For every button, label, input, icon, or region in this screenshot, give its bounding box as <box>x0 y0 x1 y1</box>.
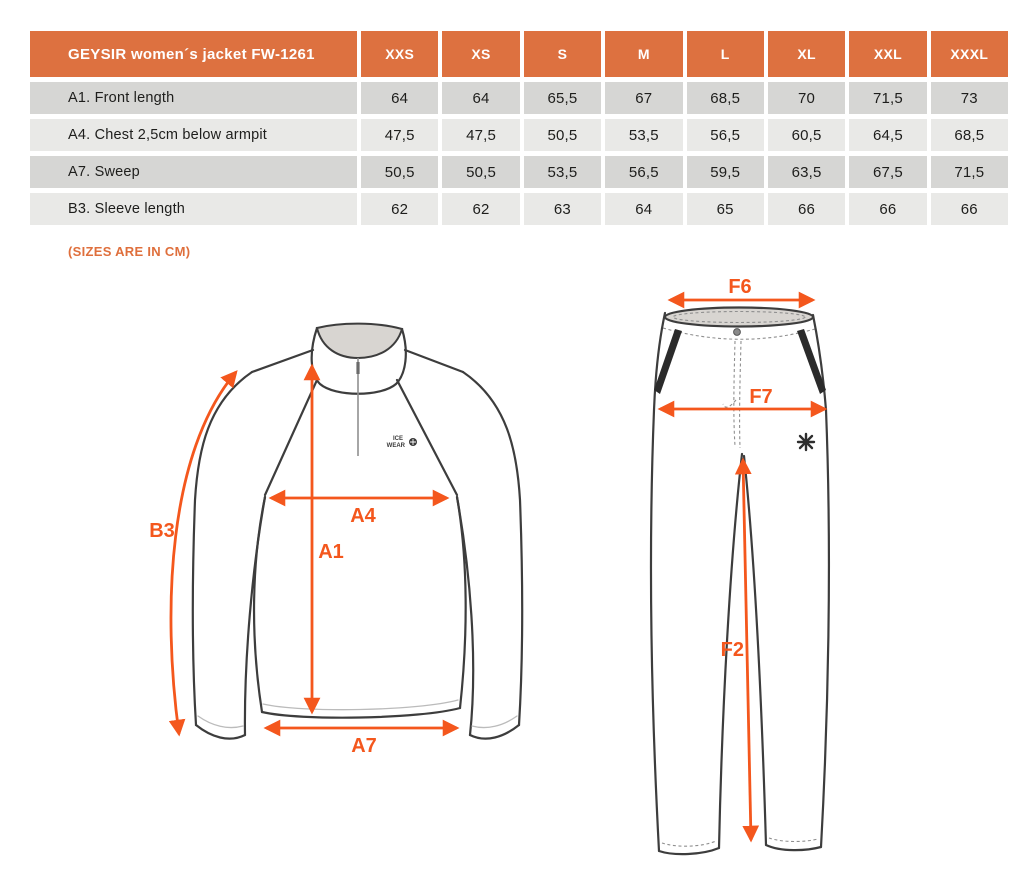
cell-value: 67,5 <box>849 156 926 188</box>
cell-value: 70 <box>768 82 845 114</box>
jacket-body <box>252 350 466 718</box>
f2-label: F2 <box>720 639 744 661</box>
size-header-xl: XL <box>768 31 845 77</box>
jacket-right-sleeve <box>457 372 522 739</box>
cell-value: 63 <box>524 193 601 225</box>
row-label: A7. Sweep <box>30 156 357 188</box>
cell-value: 71,5 <box>931 156 1008 188</box>
cell-value: 68,5 <box>931 119 1008 151</box>
a1-label: A1 <box>318 541 344 563</box>
pants-diagram <box>630 272 860 870</box>
cell-value: 71,5 <box>849 82 926 114</box>
cell-value: 53,5 <box>605 119 682 151</box>
pants-waistband <box>663 308 815 340</box>
cell-value: 64,5 <box>849 119 926 151</box>
sizes-unit-note: (SIZES ARE IN CM) <box>68 244 191 259</box>
cell-value: 66 <box>849 193 926 225</box>
size-header-m: M <box>605 31 682 77</box>
row-label: A4. Chest 2,5cm below armpit <box>30 119 357 151</box>
cell-value: 64 <box>605 193 682 225</box>
size-header-l: L <box>687 31 764 77</box>
snowflake-logo-icon <box>798 434 814 450</box>
a7-label: A7 <box>351 735 377 757</box>
sleeve-b3-arrow <box>171 372 236 734</box>
cell-value: 65,5 <box>524 82 601 114</box>
cell-value: 68,5 <box>687 82 764 114</box>
cell-value: 56,5 <box>687 119 764 151</box>
cell-value: 50,5 <box>442 156 519 188</box>
cell-value: 64 <box>361 82 438 114</box>
cell-value: 59,5 <box>687 156 764 188</box>
cell-value: 66 <box>931 193 1008 225</box>
cell-value: 65 <box>687 193 764 225</box>
collar-inner <box>317 324 402 358</box>
a4-label: A4 <box>350 505 376 527</box>
raglan-seam-right <box>397 380 457 495</box>
brand-logo <box>387 436 417 449</box>
f6-label: F6 <box>728 276 752 298</box>
jacket-diagram <box>140 298 570 773</box>
cell-value: 56,5 <box>605 156 682 188</box>
size-header-xxs: XXS <box>361 31 438 77</box>
measurement-arrows-pants <box>660 276 825 840</box>
waist-button <box>734 329 741 336</box>
cell-value: 64 <box>442 82 519 114</box>
cell-value: 47,5 <box>361 119 438 151</box>
row-label: B3. Sleeve length <box>30 193 357 225</box>
size-header-s: S <box>524 31 601 77</box>
cell-value: 63,5 <box>768 156 845 188</box>
cell-value: 50,5 <box>361 156 438 188</box>
table-title: GEYSIR women´s jacket FW-1261 <box>30 31 357 77</box>
cell-value: 67 <box>605 82 682 114</box>
f7-label: F7 <box>749 386 773 408</box>
logo-text-line1: ICE <box>392 436 403 442</box>
shoulder-seam-left <box>252 350 313 372</box>
cell-value: 60,5 <box>768 119 845 151</box>
pants-pockets <box>654 329 826 394</box>
size-table <box>30 31 1008 225</box>
b3-label: B3 <box>149 520 175 542</box>
cell-value: 50,5 <box>524 119 601 151</box>
right-hem-stitch <box>769 838 818 842</box>
raglan-seam-left <box>265 380 317 495</box>
left-hem-stitch <box>662 841 716 846</box>
cell-value: 73 <box>931 82 1008 114</box>
cell-value: 47,5 <box>442 119 519 151</box>
cell-value: 62 <box>442 193 519 225</box>
size-header-xxxl: XXXL <box>931 31 1008 77</box>
logo-text-line2: WEAR <box>386 443 405 449</box>
cell-value: 62 <box>361 193 438 225</box>
row-label: A1. Front length <box>30 82 357 114</box>
cell-value: 53,5 <box>524 156 601 188</box>
size-header-xxl: XXL <box>849 31 926 77</box>
cell-value: 66 <box>768 193 845 225</box>
shoulder-seam-right <box>405 350 463 372</box>
fly-stitching <box>723 341 741 448</box>
size-header-xs: XS <box>442 31 519 77</box>
